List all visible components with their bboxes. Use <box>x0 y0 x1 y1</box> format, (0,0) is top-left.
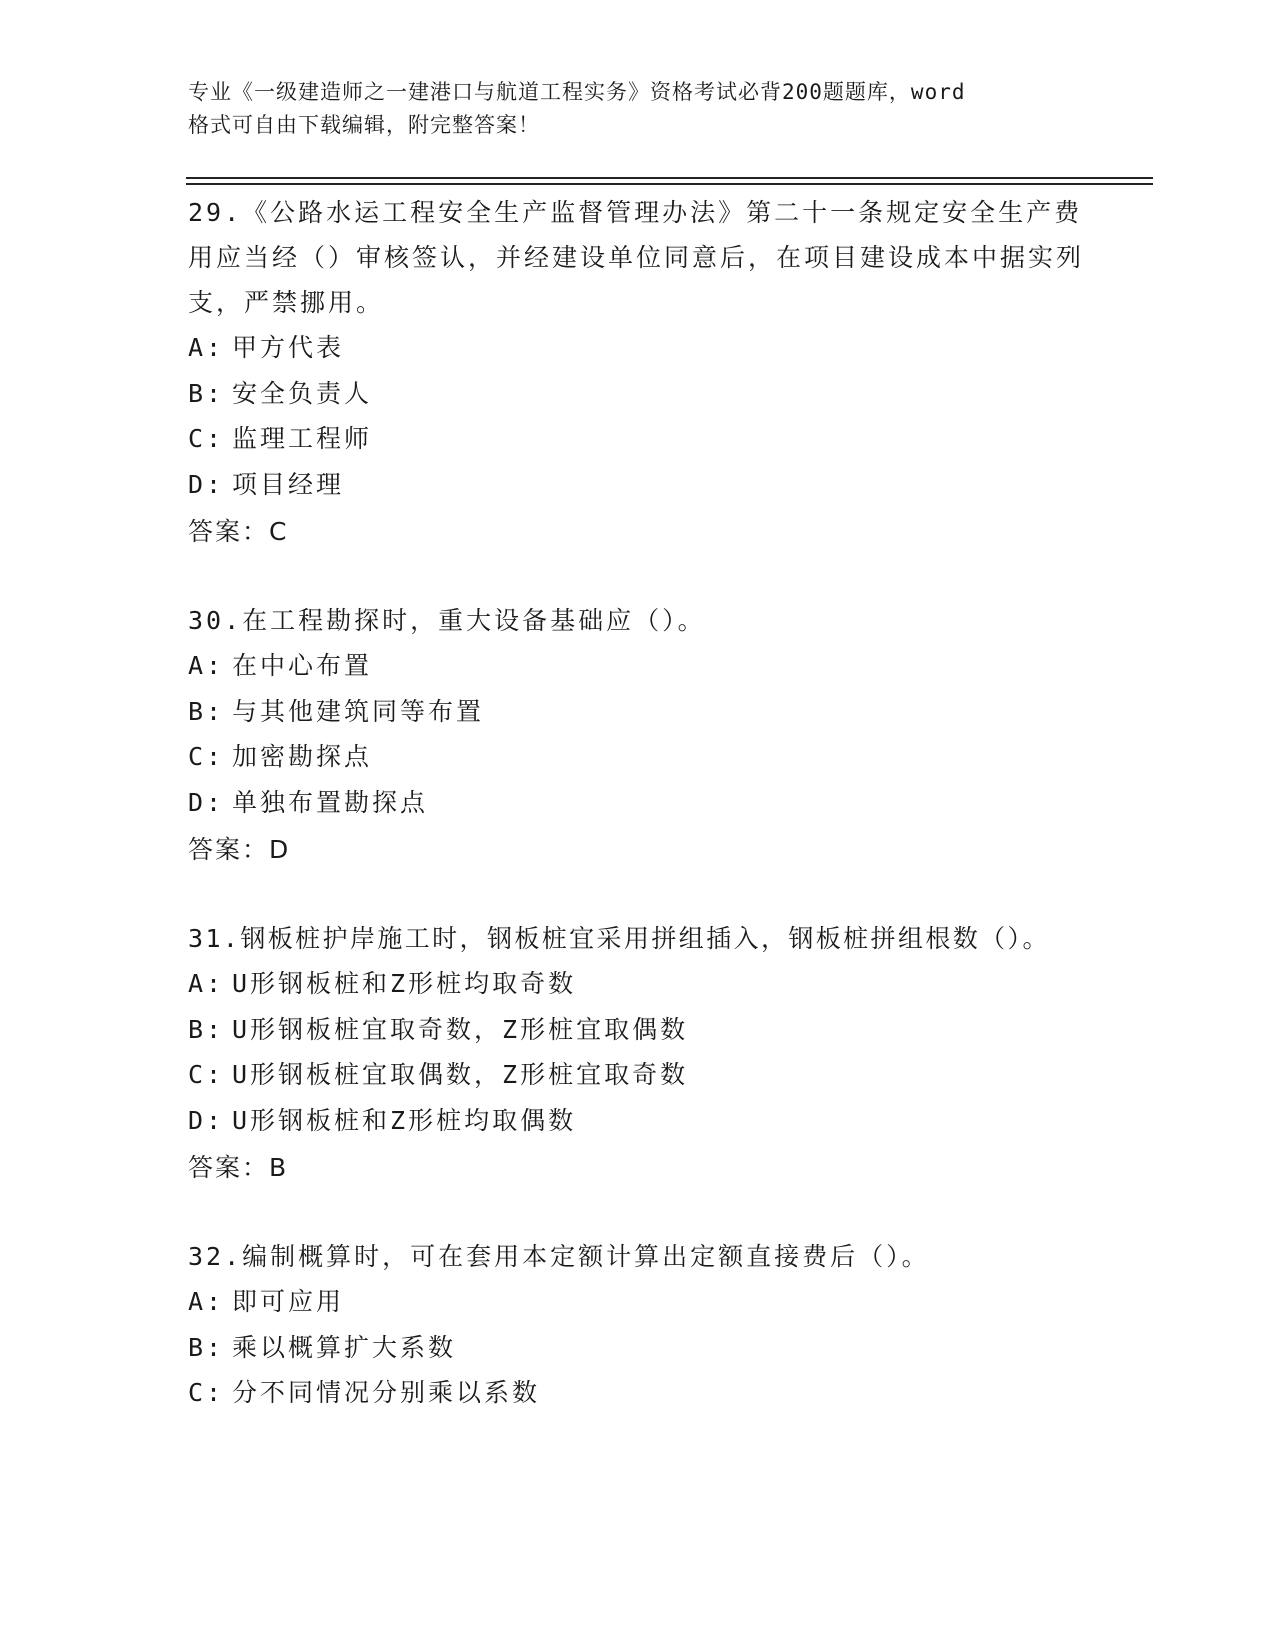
option-a <box>188 325 1088 371</box>
option-d <box>188 462 1088 508</box>
question-spacer <box>188 554 1088 598</box>
option-key: C: <box>188 424 225 453</box>
option-text: U形钢板桩和Z形桩均取奇数 <box>232 969 577 998</box>
option-text: 安全负责人 <box>232 378 373 408</box>
question-stem: 32.编制概算时，可在套用本定额计算出定额直接费后（）。 <box>188 1242 930 1271</box>
option-key: D: <box>188 469 225 499</box>
question-29 <box>188 190 1088 554</box>
option-key: A: <box>188 651 225 680</box>
question-spacer <box>188 872 1088 916</box>
option-text: 即可应用 <box>232 1287 345 1316</box>
document-header <box>188 76 1088 142</box>
option-list <box>188 643 1088 825</box>
option-c <box>188 1370 1088 1416</box>
option-c <box>188 1052 1088 1098</box>
option-key: B: <box>188 696 225 726</box>
option-b <box>188 689 1088 735</box>
option-key: C: <box>188 1060 225 1089</box>
question-stem: 31.钢板桩护岸施工时，钢板桩宜采用拼组插入，钢板桩拼组根数（）。 <box>188 924 1050 953</box>
question-stem: 29.《公路水运工程安全生产监督管理办法》第二十一条规定安全生产费用应当经（）审核签认，并经建设单位同意后，在项目建设成本中据实列支，严禁挪用。 <box>188 198 1085 317</box>
option-text: 单独布置勘探点 <box>232 787 429 817</box>
header-line-1: 专业《一级建造师之一建港口与航道工程实务》资格考试必背200题题库，word <box>188 80 966 104</box>
option-b <box>188 371 1088 417</box>
option-text: 项目经理 <box>232 469 345 499</box>
option-text: 乘以概算扩大系数 <box>232 1332 457 1362</box>
option-key: B: <box>188 378 225 408</box>
option-a <box>188 643 1088 689</box>
option-key: D: <box>188 787 225 817</box>
option-text: 与其他建筑同等布置 <box>232 696 485 726</box>
option-a <box>188 1279 1088 1325</box>
option-d <box>188 780 1088 826</box>
option-c <box>188 734 1088 780</box>
question-31 <box>188 916 1088 1190</box>
option-key: C: <box>188 1378 225 1407</box>
question-32 <box>188 1234 1088 1416</box>
option-a <box>188 961 1088 1007</box>
option-text: U形钢板桩宜取奇数，Z形桩宜取偶数 <box>232 1014 689 1044</box>
question-list <box>188 190 1088 1416</box>
header-divider-top <box>186 177 1153 179</box>
question-stem: 30.在工程勘探时，重大设备基础应（）。 <box>188 606 706 635</box>
option-b <box>188 1007 1088 1053</box>
answer-line: 答案：C <box>188 517 289 546</box>
option-c <box>188 416 1088 462</box>
option-b <box>188 1325 1088 1371</box>
option-key: A: <box>188 969 225 998</box>
question-30 <box>188 598 1088 872</box>
header-divider-bottom <box>186 183 1153 185</box>
answer-line: 答案：D <box>188 835 291 864</box>
option-text: 加密勘探点 <box>232 742 373 771</box>
option-d <box>188 1098 1088 1144</box>
option-key: C: <box>188 742 225 771</box>
option-text: 分不同情况分别乘以系数 <box>232 1378 541 1407</box>
option-list <box>188 325 1088 507</box>
option-list <box>188 961 1088 1143</box>
option-text: U形钢板桩宜取偶数，Z形桩宜取奇数 <box>232 1060 689 1089</box>
question-spacer <box>188 1190 1088 1234</box>
option-list <box>188 1279 1088 1416</box>
option-text: U形钢板桩和Z形桩均取偶数 <box>232 1105 577 1135</box>
option-key: A: <box>188 333 225 362</box>
option-text: 甲方代表 <box>232 333 345 362</box>
option-key: B: <box>188 1332 225 1362</box>
option-key: D: <box>188 1105 225 1135</box>
option-key: A: <box>188 1287 225 1316</box>
option-key: B: <box>188 1014 225 1044</box>
option-text: 在中心布置 <box>232 651 373 680</box>
answer-line: 答案：B <box>188 1153 289 1182</box>
option-text: 监理工程师 <box>232 424 373 453</box>
header-line-2: 格式可自由下载编辑，附完整答案！ <box>188 113 540 137</box>
